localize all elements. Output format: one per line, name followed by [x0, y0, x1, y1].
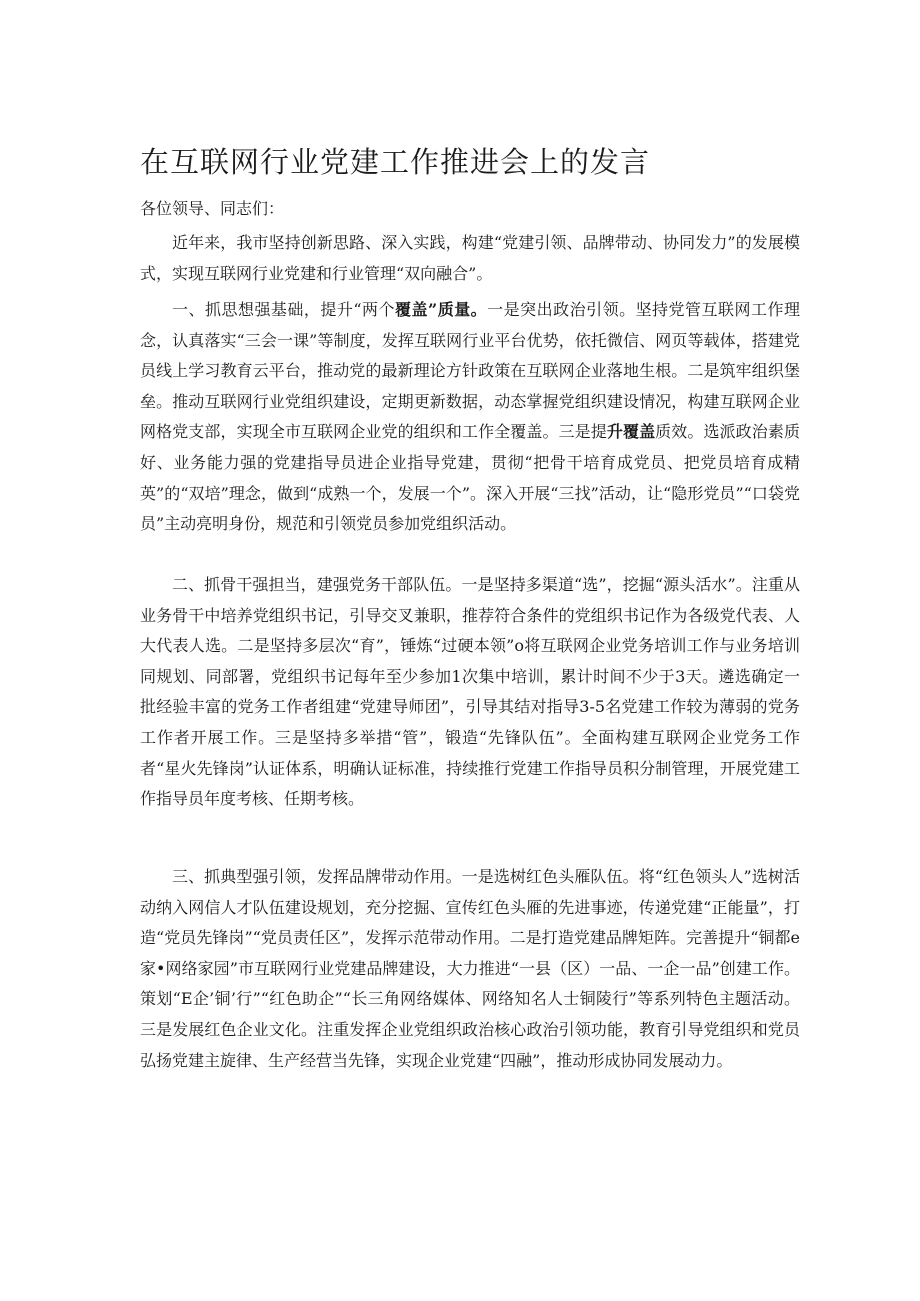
salutation: 各位领导、同志们：: [140, 199, 285, 218]
section-one-text-c: 质效。选派政治素质好、业务能力强的党建指导员进企业指导党建，贯彻“把骨干培育成党员、把党员培育成精英”的“双培”理念，做到“成熟一个，发展一个”。深入开展“三找”活动，让“隐形党员”“口袋党员”主动亮明身份，规范和引领党员参加党组织活动。: [140, 422, 800, 534]
section-one-text-b: 一是突出政治引领。坚持党管互联网工作理念，认真落实“三会一课”等制度，发挥互联网行业平台优势，依托微信、网页等载体，搭建党员线上学习教育云平台，推动党的最新理论方针政策在互联网企业落地生根。二是筑牢组织堡垒。推动互联网行业党组织建设，定期更新数据，动态掌握党组织建设情况，构建互联网企业网格党支部，实现全市互联网企业党的组织和工作全覆盖。三是提: [140, 300, 800, 442]
section-one-bold-b: 升覆盖: [606, 422, 656, 442]
paragraph-section-one: [140, 295, 800, 540]
document-title: 在互联网行业党建工作推进会上的发言: [140, 145, 651, 179]
section-one-bold-a: 覆盖”质量。: [395, 300, 488, 319]
paragraph-intro: 近年来，我市坚持创新思路、深入实践，构建“党建引领、品牌带动、协同发力”的发展模式，实现互联网行业党建和行业管理“双向融合”。: [140, 233, 800, 283]
section-one-text-a: 一、抓思想强基础，提升“两个: [172, 300, 396, 319]
paragraph-section-three: 三、抓典型强引领，发挥品牌带动作用。一是选树红色头雁队伍。将“红色领头人”选树活动纳入网信人才队伍建设规划，充分挖掘、宣传红色头雁的先进事迹，传递党建“正能量”，打造“党员先锋岗”“党员责任区”，发挥示范带动作用。二是打造党建品牌矩阵。完善提升“铜都e家•网络家园”市互联网行业党建品牌建设，大力推进“一县（区）一品、一企一品”创建工作。策划“E企’铜’行”“红色助企”“长三角网络媒体、网络知名人士铜陵行”等系列特色主题活动。三是发展红色企业文化。注重发挥企业党组织政治核心政治引领功能，教育引导党组织和党员弘扬党建主旋律、生产经营当先锋，实现企业党建“四融”，推动形成协同发展动力。: [140, 867, 800, 1070]
paragraph-section-two: 二、抓骨干强担当，建强党务干部队伍。一是坚持多渠道“选”，挖掘“源头活水”。注重从业务骨干中培养党组织书记，引导交叉兼职，推荐符合条件的党组织书记作为各级党代表、人大代表人选。二是坚持多层次“育”，锤炼“过硬本领”o将互联网企业党务培训工作与业务培训同规划、同部署，党组织书记每年至少参加1次集中培训，累计时间不少于3天。遴选确定一批经验丰富的党务工作者组建“党建导师团”，引导其结对指导3-5名党建工作较为薄弱的党务工作者开展工作。三是坚持多举措“管”，锻造“先锋队伍”。全面构建互联网企业党务工作者“星火先锋岗”认证体系，明确认证标准，持续推行党建工作指导员积分制管理，开展党建工作指导员年度考核、任期考核。: [140, 575, 800, 809]
